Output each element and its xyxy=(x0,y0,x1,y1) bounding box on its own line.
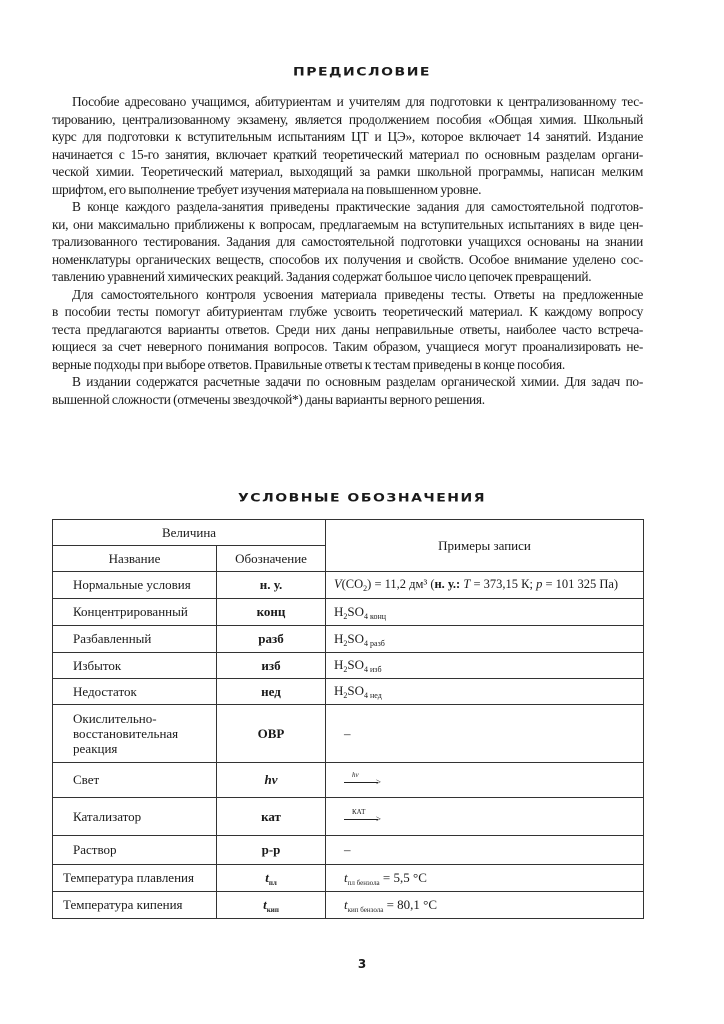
text-line: ки, они максимально приближены к вопросам, предлагаемым на вступительных испытаниях в виде цен- xyxy=(52,216,643,232)
text-line: в пособии тесты помогут абитуриентам глубже усвоить теоретический материал. К каждому вопросу xyxy=(52,304,643,319)
page-number: 3 xyxy=(357,957,367,971)
table-row xyxy=(53,599,644,626)
row-example xyxy=(326,798,644,836)
preface-text xyxy=(52,93,643,408)
table-row xyxy=(53,705,644,763)
row-example: $H_2SO_{4 разб}$ xyxy=(326,626,644,653)
row-symbol: н. у. xyxy=(217,572,326,599)
table-row xyxy=(53,653,644,679)
text-line: номенклатуры органических веществ, способов их получения и свойств. Особое внимание уделено сос- xyxy=(52,251,643,267)
row-example xyxy=(326,763,644,798)
table-row xyxy=(53,865,644,892)
text-line: Для самостоятельного контроля усвоения материала приведены тесты. Ответы на предложенные xyxy=(72,286,643,302)
legend-table xyxy=(52,519,644,919)
table-row xyxy=(53,763,644,798)
text-line: тированию, централизованному экзамену, является продолжением пособия «Общая химия. Школьный xyxy=(52,111,643,127)
row-example: $H_2SO_{4 изб}$ xyxy=(326,653,644,679)
header-quantity: Величина xyxy=(53,520,326,546)
arrow-icon: hν > xyxy=(344,771,380,789)
row-name: Температура кипения xyxy=(53,892,217,919)
row-example: $t_{кип бензола} = 80,1$ °C xyxy=(326,892,644,919)
text-line: шрифтом, его выполнение требует изучения материала на повышенном уровне. xyxy=(52,181,482,197)
text-line: тавлению уравнений химических реакций. Задания содержат большое число цепочек превращений. xyxy=(52,269,592,284)
row-symbol: ОВР xyxy=(217,705,326,763)
row-name: Температура плавления xyxy=(53,865,217,892)
row-name: Разбавленный xyxy=(53,626,217,653)
table-row xyxy=(53,798,644,836)
text-line: начинается с 15-го занятия, включает краткий теоретический материал по основным разделам органи- xyxy=(52,146,643,162)
row-symbol: р-р xyxy=(217,836,326,865)
text-line: теста предлагаются варианты ответов. Среди них даны неправильные ответы, наиболее часто встреча- xyxy=(52,321,643,337)
row-symbol: изб xyxy=(217,653,326,679)
table-row xyxy=(53,572,644,599)
row-name: Окислительно- восстановительная реакция xyxy=(53,705,217,763)
legend-title: УСЛОВНЫЕ ОБОЗНАЧЕНИЯ xyxy=(238,491,486,505)
preface-title: ПРЕДИСЛОВИЕ xyxy=(293,65,431,79)
text-line: вышенной сложности (отмечены звездочкой*) даны варианты верного решения. xyxy=(52,391,485,407)
text-line: ческой химии. Теоретический материал, выходящий за рамки школьной программы, написан мелким xyxy=(52,164,643,179)
row-name: Раствор xyxy=(53,836,217,865)
text-line: В конце каждого раздела-занятия приведены практические задания для самостоятельной подготов- xyxy=(72,199,643,214)
table-row xyxy=(53,626,644,653)
row-name: Недостаток xyxy=(53,679,217,705)
row-symbol: нед xyxy=(217,679,326,705)
text-line: курс для подготовки к вступительным испытаниям ЦТ и ЦЭ», которое включает 14 занятий. Издание xyxy=(52,129,643,144)
text-line: В издании содержатся расчетные задачи по основным разделам органической химии. Для задач по- xyxy=(72,374,643,389)
text-line: трализованного тестирования. Задания для самостоятельной подготовки учащихся основаны на знании xyxy=(52,234,643,249)
header-name: Название xyxy=(53,546,217,572)
table-row xyxy=(53,892,644,919)
row-name: Концентрированный xyxy=(53,599,217,626)
row-name: Избыток xyxy=(53,653,217,679)
row-symbol: $t_{кип}$ xyxy=(217,892,326,919)
row-symbol: разб xyxy=(217,626,326,653)
row-example: $H_2SO_{4 нед}$ xyxy=(326,679,644,705)
row-example: – xyxy=(326,705,644,763)
row-name: Свет xyxy=(53,763,217,798)
header-symbol: Обозначение xyxy=(217,546,326,572)
row-example: $H_2SO_{4 конц}$ xyxy=(326,599,644,626)
text-line: Пособие адресовано учащимся, абитуриентам и учителям для подготовки к централизованному тес- xyxy=(72,94,643,109)
row-example: – xyxy=(326,836,644,865)
row-symbol: кат xyxy=(217,798,326,836)
table-row xyxy=(53,836,644,865)
table-row xyxy=(53,679,644,705)
text-line: верные подходы при выборе ответов. Правильные ответы к тестам приведены в конце пособия. xyxy=(52,356,565,372)
header-examples: Примеры записи xyxy=(326,520,644,572)
row-symbol: hν xyxy=(217,763,326,798)
row-symbol: конц xyxy=(217,599,326,626)
row-example: $t_{пл бензола} = 5,5$ °C xyxy=(326,865,644,892)
row-example: $V(CO_2) = 11,2$ дм³ (н. у.: T = 373,15 К; p = 101 325 Па) xyxy=(326,572,644,599)
row-name: Нормальные условия xyxy=(53,572,217,599)
arrow-icon: КАТ > xyxy=(344,808,380,826)
text-line: ющиеся за счет неверного понимания вопросов. Таким образом, учащиеся могут проанализировать не- xyxy=(52,339,643,354)
row-symbol: $t_{пл}$ xyxy=(217,865,326,892)
row-name: Катализатор xyxy=(53,798,217,836)
